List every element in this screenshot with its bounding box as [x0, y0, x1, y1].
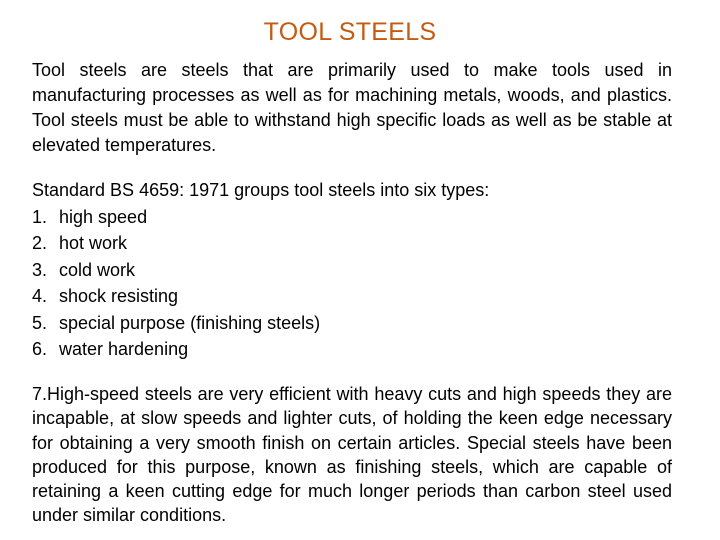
intro-paragraph: Tool steels are steels that are primarily used to make tools used in manufacturing processes as well as for machining metals, woods, and plastics. Tool steels must be able to withstand high specific loads as well as be stable at elevated temperatures. [32, 60, 672, 155]
list-item [32, 336, 672, 363]
list-item-label: cold work [59, 259, 136, 280]
slide-title: TOOL STEELS [263, 18, 437, 46]
list-item-label: high speed [59, 206, 148, 227]
list-item-number: 4. [32, 286, 48, 306]
list-item-number: 3. [32, 259, 48, 280]
list-item-number: 5. [32, 312, 48, 333]
list-item-label: shock resisting [59, 286, 179, 306]
list-item [32, 204, 672, 231]
list-item-label: hot work [59, 233, 128, 253]
list-item-number: 1. [32, 206, 48, 227]
tool-steel-types-list [32, 204, 672, 363]
list-item [32, 230, 672, 257]
list-item-label: special purpose (finishing steels) [59, 312, 321, 333]
standard-heading: Standard BS 4659: 1971 groups tool steels into six types: [32, 180, 490, 200]
list-item-number: 2. [32, 233, 48, 253]
list-item [32, 310, 672, 337]
list-item [32, 283, 672, 310]
list-item-number: 6. [32, 339, 48, 359]
high-speed-paragraph: 7.High-speed steels are very efficient with heavy cuts and high speeds they are incapable, at slow speeds and lighter cuts, of holding the keen edge necessary for obtaining a very smooth finish on certain articles. Special steels have been produced for this purpose, known as finishing steels, which are capable of retaining a keen cutting edge for much longer periods than carbon steel used under similar conditions. [32, 384, 672, 526]
standard-section [32, 177, 672, 363]
list-item-label: water hardening [59, 339, 189, 359]
list-item [32, 257, 672, 284]
